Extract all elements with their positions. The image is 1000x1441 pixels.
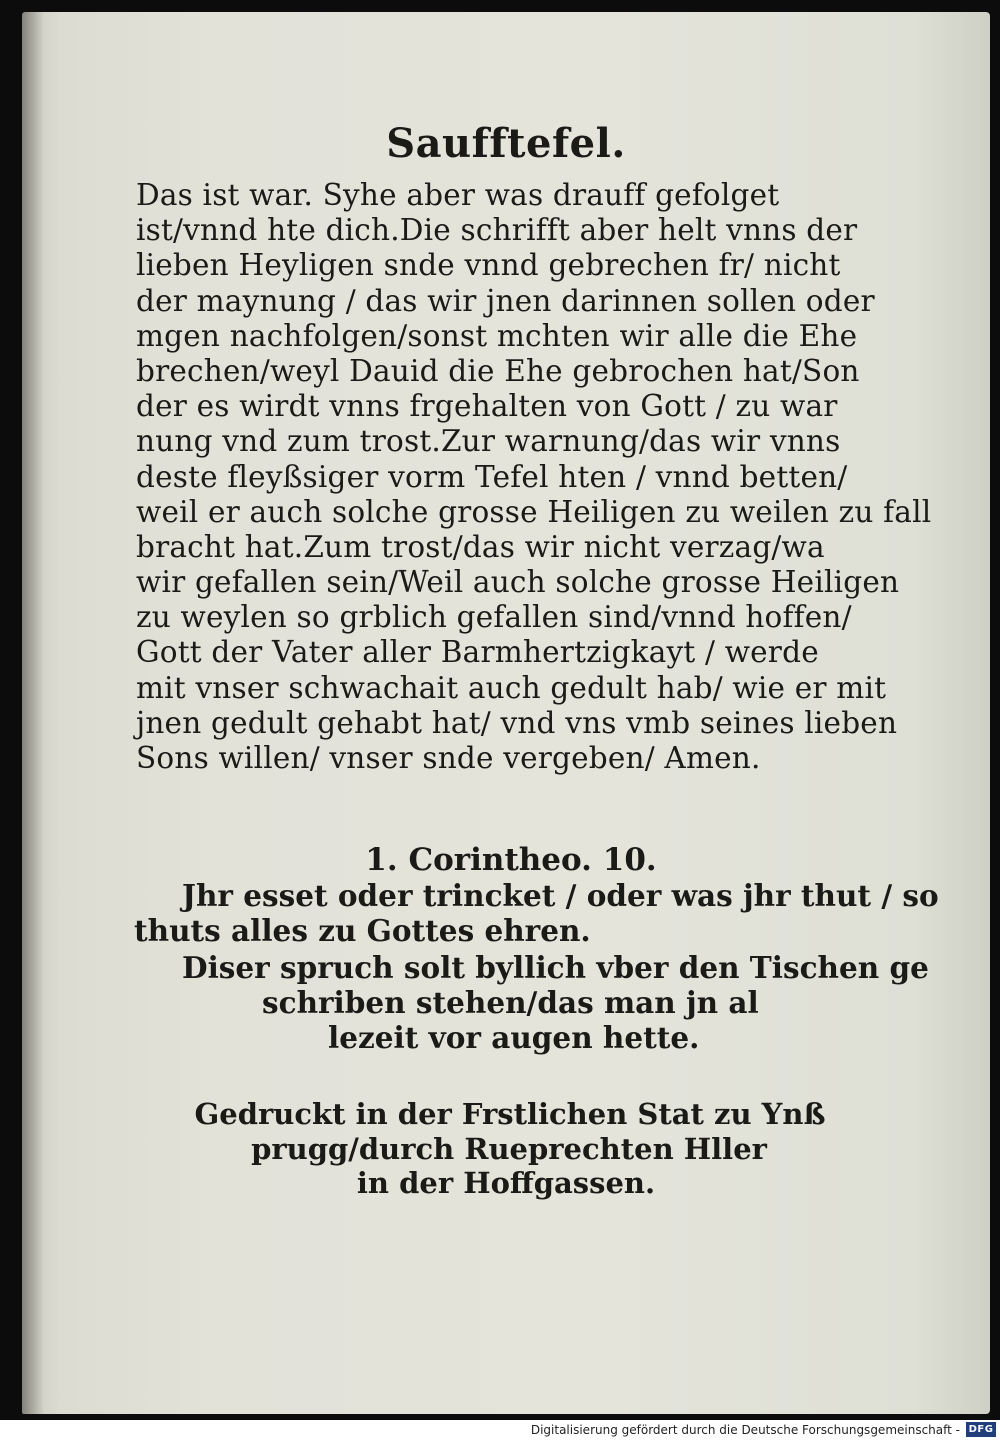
book-page	[22, 12, 990, 1414]
running-head: Saufftefel.	[386, 120, 626, 167]
main-text-line: lieben Heyligen snde vnnd gebrechen fr/ nicht	[136, 248, 841, 283]
funding-credit: Digitalisierung gefördert durch die Deutsche Forschungsgemeinschaft -	[530, 1423, 960, 1437]
colophon	[22, 1097, 990, 1201]
main-text-line: Gott der Vater aller Barmhertzigkayt / werde	[136, 635, 819, 670]
verse-line: thuts alles zu Gottes ehren.	[134, 913, 591, 948]
colophon-line: prugg/durch Rueprechten Hller	[251, 1131, 767, 1166]
main-text-line: jnen gedult gehabt hat/ vnd vns vmb seines lieben	[136, 705, 898, 740]
main-text-line: der maynung / das wir jnen darinnen sollen oder	[136, 283, 875, 318]
dfg-logo: DFG	[966, 1422, 996, 1437]
main-text-line: brechen/weyl Dauid die Ehe gebrochen hat/Son	[136, 353, 860, 388]
main-text-line: ist/vnnd hte dich.Die schrifft aber helt vnns der	[136, 213, 858, 248]
main-text-line: nung vnd zum trost.Zur warnung/das wir vnns	[136, 424, 841, 459]
digitization-footer	[0, 1420, 1000, 1441]
binding-shadow	[22, 12, 44, 1414]
main-text	[136, 178, 931, 776]
verse-line: schriben stehen/das man jn al	[262, 985, 759, 1020]
verse-line: Jhr esset oder trincket / oder was jhr thut / so	[182, 878, 939, 913]
colophon-line: in der Hoffgassen.	[356, 1166, 656, 1200]
main-text-line: weil er auch solche grosse Heiligen zu weilen zu fall	[136, 494, 932, 529]
main-text-line: bracht hat.Zum trost/das wir nicht verzag/wa	[136, 529, 825, 564]
main-text-line: mgen nachfolgen/sonst mchten wir alle die Ehe	[136, 318, 858, 353]
main-text-line: wir gefallen sein/Weil auch solche grosse Heiligen	[136, 565, 900, 600]
main-text-line: Sons willen/ vnser snde vergeben/ Amen.	[136, 741, 761, 775]
main-text-line: Das ist war. Syhe aber was drauff gefolget	[136, 178, 780, 212]
verse-line: Diser spruch solt byllich vber den Tischen ge	[182, 950, 929, 985]
main-text-line: zu weylen so grblich gefallen sind/vnnd hoffen/	[136, 600, 852, 635]
colophon-line: Gedruckt in der Frstlichen Stat zu Ynß	[194, 1097, 826, 1131]
main-text-line: mit vnser schwachait auch gedult hab/ wie er mit	[136, 670, 887, 705]
main-text-line: der es wirdt vnns frgehalten von Gott / zu war	[136, 389, 838, 424]
main-text-line: deste fleyßsiger vorm Tefel hten / vnnd betten/	[136, 459, 848, 494]
scripture-reference: 1. Corintheo. 10.	[365, 842, 657, 878]
verse-line: lezeit vor augen hette.	[328, 1020, 700, 1055]
